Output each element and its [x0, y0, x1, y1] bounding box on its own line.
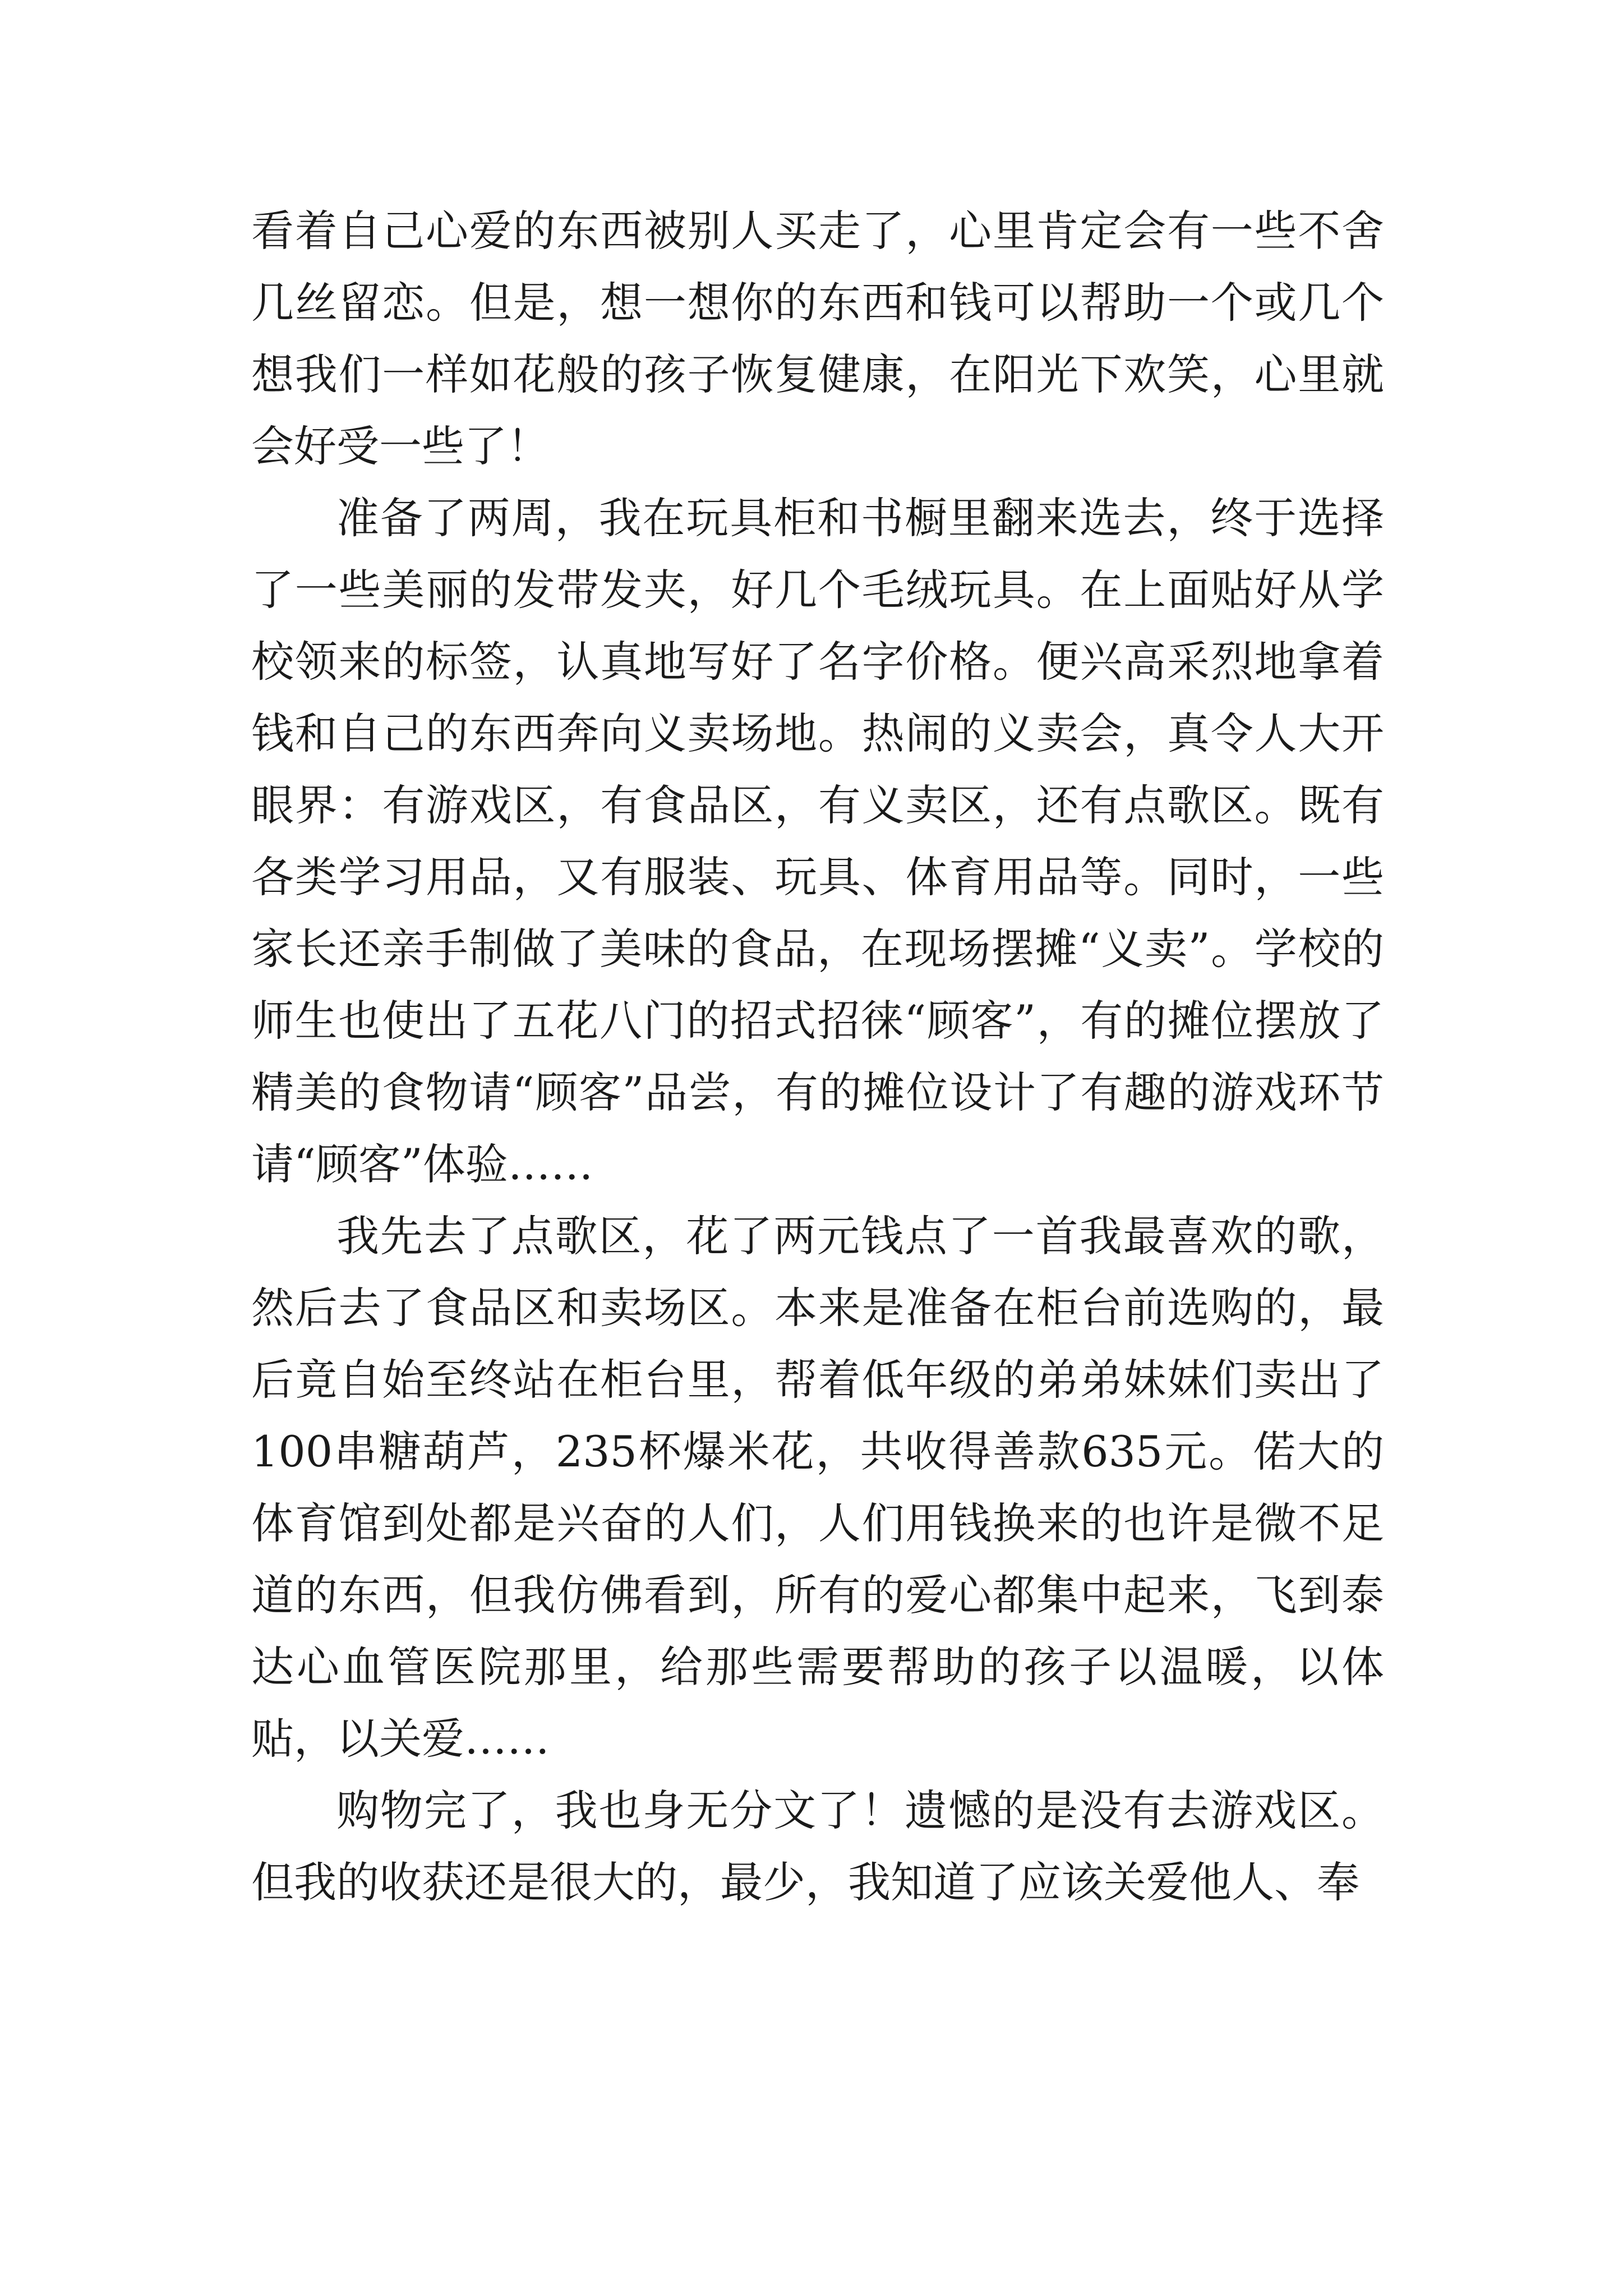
paragraph-2: 准备了两周，我在玩具柜和书橱里翻来选去，终于选择了一些美丽的发带发夹，好几个毛绒玩具。在上面贴好从学校领来的标签，认真地写好了名字价格。便兴高采烈地拿着钱和自己的东西奔向义卖场地。热闹的义卖会，真令人大开眼界：有游戏区，有食品区，有义卖区，还有点歌区。既有各类学习用品，又有服装、玩具、体育用品等。同时，一些家长还亲手制做了美味的食品，在现场摆摊“义卖”。学校的师生也使出了五花八门的招式招徕“顾客”，有的摊位摆放了精美的食物请“顾客”品尝，有的摊位设计了有趣的游戏环节请“顾客”体验……	[251, 493, 1384, 1189]
document-body	[251, 195, 1384, 1918]
paragraph-3: 我先去了点歌区，花了两元钱点了一首我最喜欢的歌，然后去了食品区和卖场区。本来是准备在柜台前选购的，最后竟自始至终站在柜台里，帮着低年级的弟弟妹妹们卖出了100串糖葫芦，235杯爆米花，共收得善款635元。偌大的体育馆到处都是兴奋的人们，人们用钱换来的也许是微不足道的东西，但我仿佛看到，所有的爱心都集中起来，飞到泰达心血管医院那里，给那些需要帮助的孩子以温暖，以体贴，以关爱……	[251, 1211, 1384, 1764]
paragraph-1: 看着自己心爱的东西被别人买走了，心里肯定会有一些不舍几丝留恋。但是，想一想你的东西和钱可以帮助一个或几个想我们一样如花般的孩子恢复健康，在阳光下欢笑，心里就会好受一些了！	[251, 206, 1384, 471]
paragraph-4: 购物完了，我也身无分文了！遗憾的是没有去游戏区。但我的收获还是很大的，最少，我知道了应该关爱他人、奉	[251, 1786, 1384, 1907]
